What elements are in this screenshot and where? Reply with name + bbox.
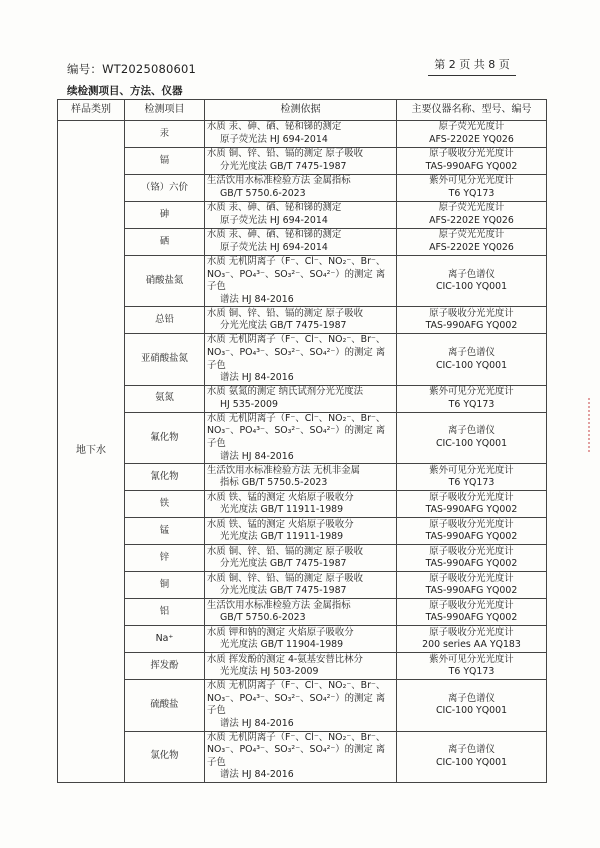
test-item-cell: Na⁺ [125,626,205,653]
instrument-line: 离子色谱仪 [448,268,495,280]
test-basis-cell [205,653,397,680]
table-row [58,599,547,626]
table-body [58,121,547,783]
test-basis-line: 指标 GB/T 5750.5-2023 [220,477,328,489]
test-basis-cell [205,491,397,518]
table-row [58,148,547,175]
test-item-cell: 氨氮 [125,385,205,412]
column-header: 检测依据 [205,100,397,121]
table-row [58,121,547,148]
test-basis-line: 水质 无机阴离子（F⁻、Cl⁻、NO₂⁻、Br⁻、 [207,412,386,424]
instrument-cell [397,121,547,148]
test-basis-line: 水质 汞、砷、硒、铋和锑的测定 [207,121,342,133]
test-basis-line: 谱法 HJ 84-2016 [220,372,294,384]
instrument-cell [397,491,547,518]
test-item-cell: 铜 [125,572,205,599]
table-row [58,307,547,334]
instrument-cell [397,202,547,229]
test-basis-cell [205,175,397,202]
instrument-line: 原子荧光光度计 [438,229,505,241]
instrument-cell [397,307,547,334]
section-title: 续检测项目、方法、仪器 [67,85,183,97]
table-row [58,491,547,518]
table-row [58,412,547,463]
instrument-line: TAS-990AFG YQ002 [425,558,518,570]
test-basis-line: 水质 铁、锰的测定 火焰原子吸收分 [207,491,354,503]
test-item-cell: 硝酸盐氮 [125,256,205,307]
test-basis-line: 水质 铜、锌、铅、镉的测定 原子吸收 [207,545,363,557]
instrument-cell [397,229,547,256]
test-item-cell: 硫酸盐 [125,680,205,731]
instrument-line: 200 series AA YQ183 [422,639,521,651]
test-basis-line: 水质 无机阴离子（F⁻、Cl⁻、NO₂⁻、Br⁻、 [207,680,386,692]
instrument-line: TAS-990AFG YQ002 [425,585,518,597]
test-basis-line: 分光光度法 GB/T 7475-1987 [220,161,347,172]
test-basis-line: NO₃⁻、PO₄³⁻、SO₃²⁻、SO₄²⁻）的测定 离子色 [207,744,386,768]
test-basis-line: 水质 氨氮的测定 纳氏试剂分光光度法 [207,386,363,398]
table-row [58,464,547,491]
test-basis-line: 谱法 HJ 84-2016 [220,450,294,462]
instrument-line: 原子吸收分光光度计 [429,545,514,557]
test-basis-line: 水质 无机阴离子（F⁻、Cl⁻、NO₂⁻、Br⁻、 [207,731,386,743]
instrument-line: CIC-100 YQ001 [435,281,508,293]
test-item-cell: 锌 [125,545,205,572]
table-header-row [58,100,547,121]
instrument-cell [397,175,547,202]
test-basis-line: NO₃⁻、PO₄³⁻、SO₃²⁻、SO₄²⁻）的测定 离子色 [207,692,386,717]
test-basis-line: 水质 铜、锌、铅、镉的测定 原子吸收 [207,307,363,319]
instrument-line: T6 YQ173 [448,188,495,199]
test-basis-line: 光光度法 HJ 503-2009 [220,666,319,678]
instrument-cell [397,148,547,175]
table-row [58,545,547,572]
table-row [58,229,547,256]
test-basis-line: NO₃⁻、PO₄³⁻、SO₃²⁻、SO₄²⁻）的测定 离子色 [207,425,386,449]
instrument-line: AFS-2202E YQ026 [429,242,514,253]
test-item-cell: 氟化物 [125,412,205,463]
test-basis-line: 水质 挥发酚的测定 4-氨基安替比林分 [207,653,363,665]
test-basis-line: 水质 铁、锰的测定 火焰原子吸收分 [207,518,354,530]
test-item-cell: 镉 [125,148,205,175]
test-item-cell: （铬）六价 [125,175,205,202]
instrument-cell [397,653,547,680]
table-row [58,731,547,782]
instrument-line: CIC-100 YQ001 [435,705,508,717]
instrument-cell [397,518,547,545]
test-basis-line: 生活饮用水标准检验方法 金属指标 [207,599,351,611]
test-basis-cell [205,229,397,256]
instrument-line: 原子荧光光度计 [438,121,505,133]
instrument-cell [397,599,547,626]
instrument-line: 离子色谱仪 [448,346,495,358]
test-basis-cell [205,464,397,491]
test-basis-cell [205,334,397,385]
test-basis-cell [205,385,397,412]
test-item-cell: 挥发酚 [125,653,205,680]
instrument-line: 原子吸收分光光度计 [429,148,514,160]
test-basis-line: 光光度法 GB/T 11911-1989 [220,504,344,516]
test-basis-line: 原子荧光法 HJ 694-2014 [220,242,328,253]
test-basis-line: 分光光度法 GB/T 7475-1987 [220,558,347,570]
test-basis-line: 原子荧光法 HJ 694-2014 [220,134,328,145]
test-basis-line: 生活饮用水标准检验方法 无机非金属 [207,464,360,476]
test-basis-cell [205,626,397,653]
instrument-line: 原子吸收分光光度计 [429,518,514,530]
test-basis-line: GB/T 5750.6-2023 [220,612,306,624]
table-row [58,626,547,653]
column-header: 检测项目 [125,100,205,121]
instrument-line: 离子色谱仪 [448,425,495,437]
instrument-line: CIC-100 YQ001 [435,756,508,768]
test-basis-line: 谱法 HJ 84-2016 [220,293,294,305]
test-basis-line: 光光度法 GB/T 11904-1989 [220,639,344,651]
instrument-line: TAS-990AFG YQ002 [425,320,518,332]
test-item-cell: 铁 [125,491,205,518]
test-basis-line: 水质 无机阴离子（F⁻、Cl⁻、NO₂⁻、Br⁻、 [207,334,386,346]
test-item-cell: 氰化物 [125,464,205,491]
test-basis-cell [205,545,397,572]
test-basis-line: 谱法 HJ 84-2016 [220,717,294,729]
instrument-line: TAS-990AFG YQ002 [425,504,518,516]
instrument-line: 离子色谱仪 [448,744,495,756]
column-header: 主要仪器名称、型号、编号 [397,100,547,121]
instrument-line: CIC-100 YQ001 [435,359,508,371]
test-basis-line: 生活饮用水标准检验方法 金属指标 [207,175,351,187]
instrument-line: AFS-2202E YQ026 [429,215,514,226]
instrument-line: AFS-2202E YQ026 [429,134,514,145]
test-basis-cell [205,202,397,229]
instrument-cell [397,256,547,307]
test-item-cell: 总铅 [125,307,205,334]
test-item-cell: 汞 [125,121,205,148]
instrument-cell [397,572,547,599]
test-basis-line: NO₃⁻、PO₄³⁻、SO₃²⁻、SO₄²⁻）的测定 离子色 [207,268,386,293]
test-basis-cell [205,412,397,463]
column-header: 样品类别 [58,100,125,121]
test-item-cell: 砷 [125,202,205,229]
instrument-line: T6 YQ173 [448,477,495,489]
test-basis-line: 水质 钾和钠的测定 火焰原子吸收分 [207,626,354,638]
table-row [58,385,547,412]
instrument-cell [397,464,547,491]
test-item-cell: 硒 [125,229,205,256]
table-row [58,572,547,599]
test-basis-cell [205,121,397,148]
test-basis-cell [205,599,397,626]
report-number: 编号：WT2025080601 [67,62,197,76]
methods-table [57,99,547,783]
test-basis-cell [205,731,397,782]
test-basis-line: 水质 铜、锌、铅、镉的测定 原子吸收 [207,572,363,584]
instrument-line: 紫外可见分光光度计 [429,464,514,476]
test-item-cell: 氯化物 [125,731,205,782]
instrument-line: TAS-990AFG YQ002 [425,161,518,172]
instrument-cell [397,680,547,731]
test-basis-line: 水质 铜、锌、铅、镉的测定 原子吸收 [207,148,363,160]
test-basis-line: HJ 535-2009 [220,398,278,410]
test-basis-line: 水质 汞、砷、硒、铋和锑的测定 [207,202,342,214]
table-row [58,334,547,385]
instrument-cell [397,385,547,412]
instrument-line: 原子吸收分光光度计 [429,491,514,503]
test-item-cell: 亚硝酸盐氮 [125,334,205,385]
test-item-cell: 锰 [125,518,205,545]
seal-edge-mark [588,398,594,452]
table-row [58,680,547,731]
page-indicator: 第 2 页 共 8 页 [428,56,516,76]
instrument-line: CIC-100 YQ001 [435,437,508,449]
instrument-line: 离子色谱仪 [448,692,495,704]
test-basis-cell [205,518,397,545]
instrument-line: T6 YQ173 [448,398,495,410]
test-basis-line: 水质 汞、砷、硒、铋和锑的测定 [207,229,342,241]
test-item-cell: 铝 [125,599,205,626]
test-basis-line: GB/T 5750.6-2023 [220,188,306,199]
test-basis-line: 谱法 HJ 84-2016 [220,769,294,781]
test-basis-line: 原子荧光法 HJ 694-2014 [220,215,328,226]
instrument-cell [397,626,547,653]
sample-category-cell: 地下水 [58,121,125,783]
test-basis-cell [205,256,397,307]
instrument-line: T6 YQ173 [448,666,495,678]
test-basis-line: 分光光度法 GB/T 7475-1987 [220,320,347,332]
test-basis-line: NO₃⁻、PO₄³⁻、SO₃²⁻、SO₄²⁻）的测定 离子色 [207,346,386,371]
instrument-cell [397,545,547,572]
instrument-line: 原子吸收分光光度计 [429,599,514,611]
test-basis-cell [205,307,397,334]
instrument-line: 紫外可见分光光度计 [429,175,514,187]
instrument-line: 原子吸收分光光度计 [429,572,514,584]
instrument-cell [397,334,547,385]
instrument-line: TAS-990AFG YQ002 [425,612,518,624]
instrument-line: 紫外可见分光光度计 [429,386,514,398]
test-basis-cell [205,572,397,599]
table-row [58,518,547,545]
test-basis-cell [205,680,397,731]
table-row [58,256,547,307]
instrument-line: 原子吸收分光光度计 [429,626,514,638]
instrument-line: 紫外可见分光光度计 [429,653,514,665]
table-row [58,202,547,229]
test-basis-line: 光光度法 GB/T 11911-1989 [220,531,344,543]
test-basis-cell [205,148,397,175]
table-row [58,653,547,680]
instrument-line: 原子吸收分光光度计 [429,307,514,319]
instrument-line: 原子荧光光度计 [438,202,505,214]
test-basis-line: 分光光度法 GB/T 7475-1987 [220,585,347,597]
test-basis-line: 水质 无机阴离子（F⁻、Cl⁻、NO₂⁻、Br⁻、 [207,256,386,267]
table-row [58,175,547,202]
instrument-cell [397,731,547,782]
instrument-line: TAS-990AFG YQ002 [425,531,518,543]
instrument-cell [397,412,547,463]
